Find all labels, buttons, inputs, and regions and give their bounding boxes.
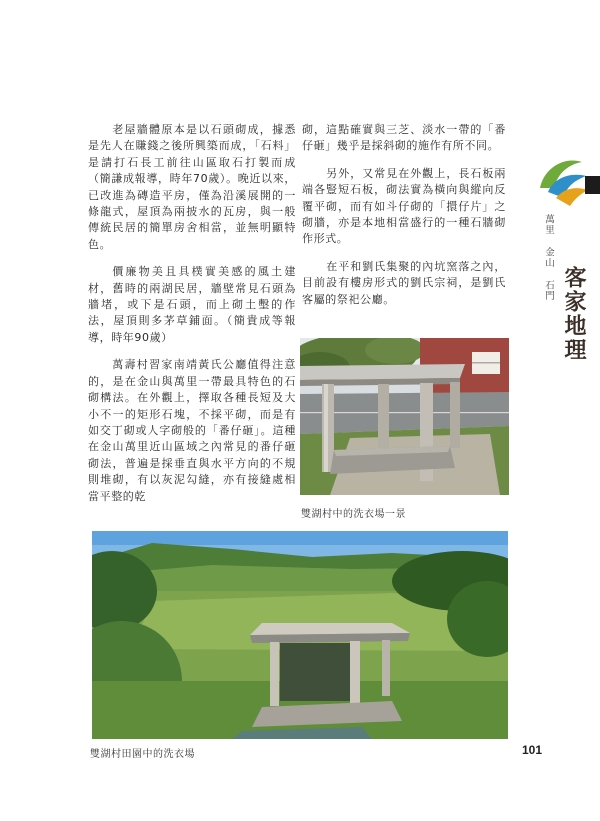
series-label: 萬里 金山 石門 (543, 214, 554, 301)
paragraph: 價廉物美且具樸實美感的風土建材，舊時的兩湖民居，牆壁常見石頭為牆堵，或下是石頭，而上砌土墼的作法，屋頂則多茅草鋪面。（簡貴成等報導，時年90歲） (88, 265, 296, 344)
photo-field-laundry (92, 531, 508, 739)
side-tab-marker (585, 176, 600, 194)
paragraph: 在平和劉氏集聚的內坑窯落之內，目前設有樓房形式的劉氏宗祠，是劉氏客屬的祭祀公廳。 (302, 259, 506, 306)
paragraph: 另外，又常見在外觀上，長石板兩端各豎短石板，砌法實為橫向與縱向反覆平砌，而有如斗仔砌的「擐仔片」之砌牆，亦是本地相當盛行的一種石牆砌作形式。 (302, 166, 506, 246)
photo-caption: 雙湖村中的洗衣場一景 (301, 509, 406, 520)
photo-caption: 雙湖村田園中的洗衣場 (90, 749, 195, 760)
paragraph: 萬壽村習家南靖黃氏公廳值得注意的，是在金山與萬里一帶最具特色的石砌構法。在外觀上，擇取各種長短及大小不一的矩形石塊，不採平砌，而是有如交丁砌或人字砌般的「番仔砸」。這種在金山萬里近山區域之內常見的番仔砸砌法，普遍是採垂直與水平方向的不規則堆砌，有以灰泥勾縫，亦有接縫處相當平整的乾 (88, 358, 296, 503)
page-number: 101 (521, 743, 542, 757)
paragraph: 砌，這點確實與三芝、淡水一帶的「番仔砸」幾乎是採斜砌的施作有所不同。 (302, 123, 506, 153)
text-column-right (302, 122, 506, 319)
brand-title: 客家地理 (561, 266, 587, 362)
photo-laundry-pavilion (300, 338, 509, 495)
paragraph: 老屋牆體原本是以石頭砌成，據悉是先人在賺錢之後所興築而成，「石料」是請打石長工前往山區取石打製而成（簡謙成報導，時年70歲）。晚近以來，已改進為磚造平房，僅為沿溪展開的一條龍式，屋頂為兩披水的瓦房，與一般傳統民居的簡單房舍相當，並無明顯特色。 (88, 123, 296, 251)
text-column-left (88, 122, 296, 516)
